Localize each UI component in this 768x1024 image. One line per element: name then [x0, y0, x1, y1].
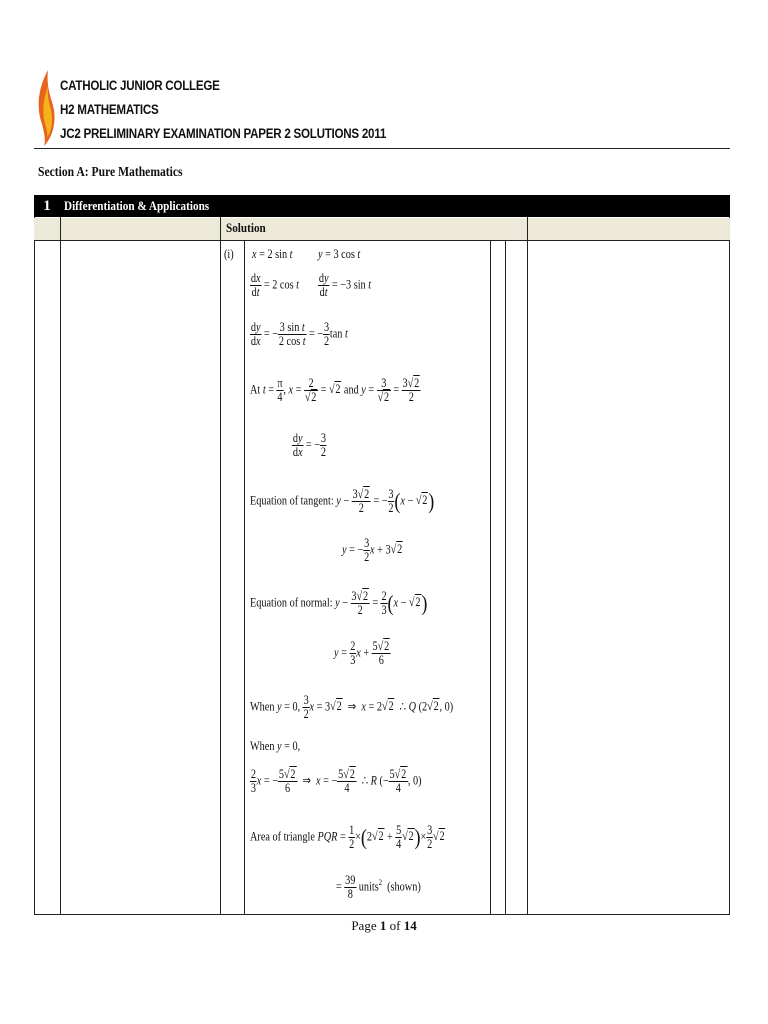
when-y-zero: When y = 0,	[250, 739, 301, 753]
table-divider	[244, 241, 245, 915]
dy-dt: $\frac{dy}{dt}$ = −3 sin t	[318, 271, 372, 299]
table-divider	[220, 217, 221, 915]
table-divider	[60, 217, 61, 915]
normal-simplified: y = $\frac{2}{3}$ x + $\frac{5√2}{6}$	[334, 639, 390, 667]
exam-title: JC2 PRELIMINARY EXAMINATION PAPER 2 SOLUTIONS 2011	[60, 126, 387, 141]
table-bottom-border	[34, 914, 730, 915]
dx-dt: $\frac{dx}{dt}$ = 2 cos t	[250, 271, 300, 299]
question-topic: Differentiation & Applications	[64, 198, 210, 213]
column-header-row	[34, 218, 730, 241]
section-title: Section A: Pure Mathematics	[38, 164, 183, 179]
point-r: $\frac{2}{3}$ x = − $\frac{5√2}{6}$ ⇒ x = − $\frac{5√2}{4}$ ∴ R (− $\frac{5√2}{4}$ , 0)	[250, 767, 422, 795]
college-name: CATHOLIC JUNIOR COLLEGE	[60, 78, 220, 93]
gradient-value: $\frac{dy}{dx}$ = − $\frac{3}{2}$	[292, 431, 326, 459]
parametric-x: x = 2 sin t	[252, 247, 293, 261]
question-number: 1	[43, 198, 51, 214]
parametric-y: y = 3 cos t	[318, 247, 361, 261]
at-pi-over-4: At t = $\frac{\pi}{4}$ , x = $\frac{2}{√2}$ = √2 and y = $\frac{3}{√2}$ = $\frac{3√2}{2}$	[250, 376, 420, 404]
college-flame-logo	[34, 68, 58, 148]
tangent-equation: Equation of tangent: y − $\frac{3√2}{2}$ = − $\frac{3}{2}$ (x − √2)	[250, 487, 435, 515]
point-q: When y = 0, $\frac{3}{2}$ x = 3√2 ⇒ x = 2√2 ∴ Q (2√2, 0)	[250, 693, 454, 721]
area-expression: Area of triangle PQR = $\frac{1}{2}$ ×(2√2 + $\frac{5}{4}$ √2)× $\frac{3}{2}$ √2	[250, 823, 445, 851]
table-divider	[527, 217, 528, 915]
normal-equation: Equation of normal: y − $\frac{3√2}{2}$ = $\frac{2}{3}$ (x − √2)	[250, 589, 428, 617]
dy-dx: $\frac{dy}{dx}$ = − $\frac{\text{3 sin t}}{\text{2 cos t}}$ = − $\frac{3}{2}$ tan t	[250, 320, 348, 348]
table-divider	[505, 241, 506, 915]
part-label: (i)	[224, 247, 234, 261]
subject-name: H2 MATHEMATICS	[60, 102, 159, 117]
tangent-simplified: y = − $\frac{3}{2}$ x + 3√2	[342, 536, 403, 564]
solution-column-header: Solution	[226, 220, 266, 235]
area-result: = $\frac{39}{8}$ units$^2$ (shown)	[336, 873, 421, 901]
table-divider	[490, 241, 491, 915]
page-number: Page 1 of 14	[351, 918, 417, 933]
header-rule	[34, 148, 730, 149]
